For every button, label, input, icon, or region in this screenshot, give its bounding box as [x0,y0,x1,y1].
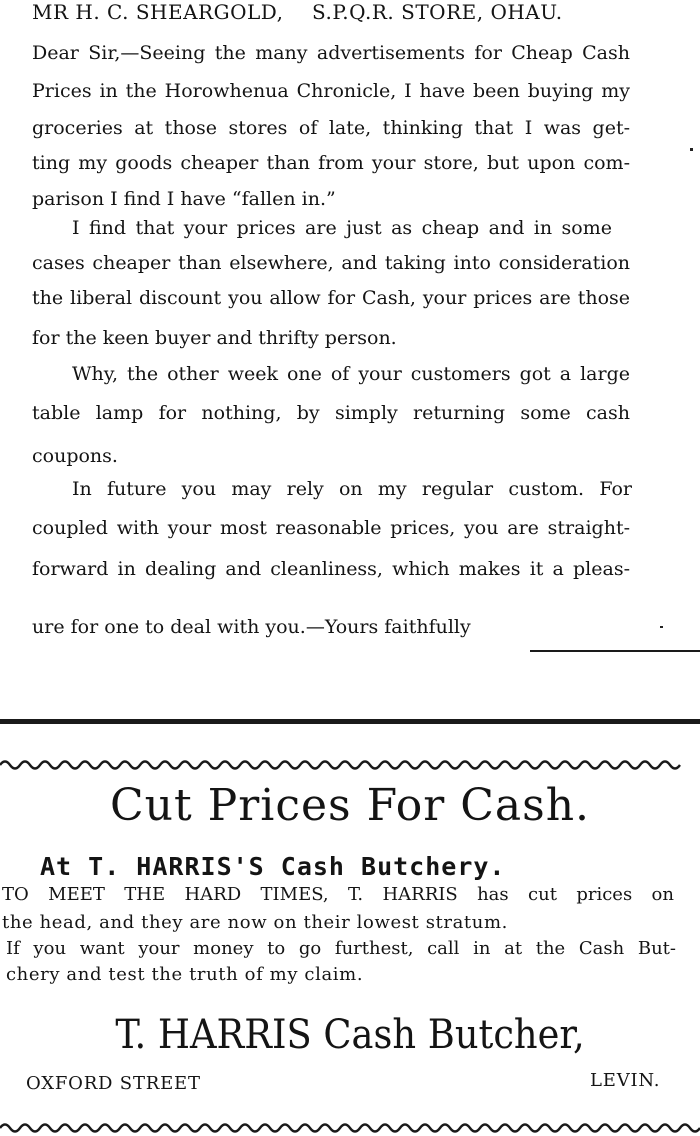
advert-address-left: OXFORD STREET [26,1073,201,1094]
advert-body-line: chery and test the truth of my claim. [6,964,364,985]
letter-line: Prices in the Horowhenua Chronicle, I have been buying my [32,80,630,102]
signature-line [530,650,700,652]
letter-line: cases cheaper than elsewhere, and taking into consideration [32,252,630,274]
letter-line: parison I find I have “fallen in.” [32,188,336,210]
advert-address-right: LEVIN. [590,1070,661,1091]
margin-mark [690,148,693,151]
wavy-border-top-graphic [0,752,700,778]
advert-body-line: TO MEET THE HARD TIMES, T. HARRIS has cut prices on [2,884,674,905]
letter-line: forward in dealing and cleanliness, which makes it a pleas- [32,558,630,580]
advert-subhead: At T. HARRIS'S Cash Butchery. [40,852,506,881]
letter-heading-store: S.P.Q.R. STORE, OHAU. [312,0,563,24]
section-divider [0,719,700,724]
advert-signature: T. HARRIS Cash Butcher, [115,1012,585,1058]
letter-line: Why, the other week one of your customers got a large [72,363,630,385]
letter-line: for the keen buyer and thrifty person. [32,327,397,349]
letter-line: groceries at those stores of late, thinking that I was get- [32,117,630,139]
letter-heading-name: MR H. C. SHEARGOLD, [32,0,284,24]
wavy-border-bottom [0,1114,700,1136]
letter-line: coupled with your most reasonable prices, you are straight- [32,517,630,539]
letter-line: ure for one to deal with you.—Yours faithfully [32,616,471,638]
margin-mark [660,626,663,628]
advert-body-line: If you want your money to go furthest, call in at the Cash But- [6,938,676,959]
letter-line: Dear Sir,—Seeing the many advertisements for Cheap Cash [32,42,630,64]
letter-line: ting my goods cheaper than from your store, but upon com- [32,152,630,174]
letter-line: the liberal discount you allow for Cash, your prices are those [32,287,630,309]
advert-headline: Cut Prices For Cash. [109,780,591,831]
wavy-border-top [0,752,700,778]
letter-line: table lamp for nothing, by simply returning some cash [32,402,630,424]
letter-line: coupons. [32,445,118,467]
letter-line: In future you may rely on my regular custom. For [72,478,632,500]
wavy-border-bottom-graphic [0,1114,700,1136]
advert-body-line: the head, and they are now on their lowest stratum. [2,912,508,933]
letter-line: I find that your prices are just as cheap and in some [72,217,612,239]
